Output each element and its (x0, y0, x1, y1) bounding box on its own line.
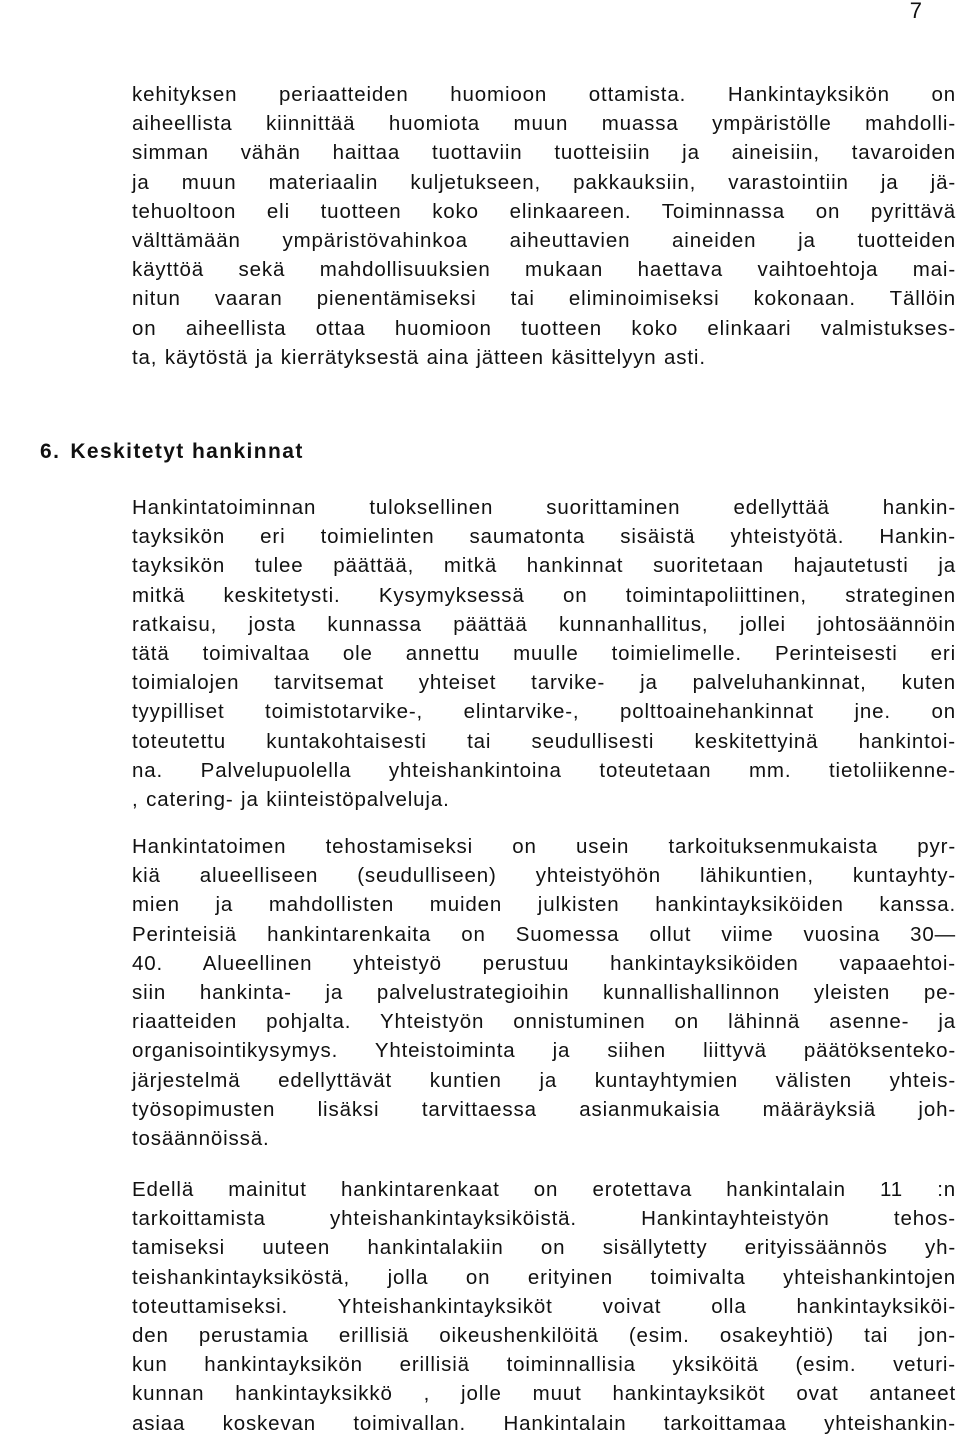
text-line: kun hankintayksikön erillisiä toiminnallisia yksiköitä (esim. veturi- (132, 1353, 956, 1377)
text-line: tosäännöissä. (132, 1127, 270, 1151)
text-line: tyypilliset toimistotarvike-, elintarvike-, polttoainehankinnat jne. on (132, 700, 956, 724)
section-title: Keskitetyt hankinnat (70, 440, 304, 463)
text-line: Perinteisiä hankintarenkaita on Suomessa ollut viime vuosina 30— (132, 922, 956, 946)
text-line: toteuttamiseksi. Yhteishankintayksiköt voivat olla hankintayksiköi- (132, 1294, 956, 1318)
paragraph-2 (132, 832, 956, 1153)
text-line: ratkaisu, josta kunnassa päättää kunnanhallitus, jollei johtosäännöin (132, 612, 956, 636)
text-line: kehityksen periaatteiden huomioon ottamista. Hankintayksikön on (132, 83, 956, 106)
text-line: simman vähän haittaa tuottaviin tuotteisiin ja aineisiin, tavaroiden (132, 141, 956, 165)
text-line: Edellä mainitut hankintarenkaat on erotettava hankintalain 11 :n (132, 1178, 956, 1201)
page-number: 7 (909, 0, 922, 23)
text-line: siin hankinta- ja palvelustrategioihin kunnallishallinnon yleisten pe- (132, 981, 956, 1005)
text-line: , catering- ja kiinteistöpalveluja. (132, 788, 450, 812)
text-line: välttämään ympäristövahinkoa aiheuttavien aineiden ja tuotteiden (132, 229, 956, 253)
text-line: on aiheellista ottaa huomioon tuotteen koko elinkaari valmistukses- (132, 316, 956, 340)
text-line: aiheellista kiinnittää huomiota muun muassa ympäristölle mahdolli- (132, 112, 956, 136)
text-line: teishankintayksiköstä, jolla on erityinen toimivalta yhteishankintojen (132, 1265, 956, 1289)
text-line: tätä toimivaltaa ole annettu muulle toimielimelle. Perinteisesti eri (132, 642, 956, 666)
text-line: järjestelmä edellyttävät kuntien ja kuntayhtymien välisten yhteis- (132, 1068, 956, 1092)
intro-paragraph (132, 80, 956, 372)
text-line: toteutettu kuntakohtaisesti tai seudullisesti keskitettyinä hankintoi- (132, 729, 956, 753)
text-line: tehuoltoon eli tuotteen koko elinkaareen. Toiminnassa on pyrittävä (132, 199, 956, 223)
text-line: asiaa koskevan toimivallan. Hankintalain tarkoittamaa yhteishankin- (132, 1411, 956, 1435)
text-line: den perustamia erillisiä oikeushenkilöitä (esim. osakeyhtiö) tai jon- (132, 1324, 956, 1348)
text-line: mien ja mahdollisten muiden julkisten hankintayksiköiden kanssa. (132, 893, 956, 917)
text-line: riaatteiden pohjalta. Yhteistyön onnistuminen on lähinnä asenne- ja (132, 1010, 956, 1034)
text-line: Hankintatoiminnan tuloksellinen suorittaminen edellyttää hankin- (132, 496, 956, 519)
text-line: kunnan hankintayksikkö , jolle muut hankintayksiköt ovat antaneet (132, 1382, 956, 1406)
text-line: tayksikön tulee päättää, mitkä hankinnat suoritetaan hajautetusti ja (132, 554, 956, 578)
text-line: kiä alueelliseen (seudulliseen) yhteistyöhön lähikuntien, kuntayhty- (132, 864, 956, 888)
section-heading (40, 437, 304, 467)
text-line: Hankintatoimen tehostamiseksi on usein tarkoituksenmukaista pyr- (132, 835, 956, 858)
text-line: organisointikysymys. Yhteistoiminta ja siihen liittyvä päätöksenteko- (132, 1039, 956, 1063)
text-line: työsopimusten lisäksi tarvittaessa asianmukaisia määräyksiä joh- (132, 1097, 956, 1121)
text-line: ja muun materiaalin kuljetukseen, pakkauksiin, varastointiin ja jä- (132, 170, 956, 194)
text-line: toimialojen tarvitsemat yhteiset tarvike- ja palveluhankinnat, kuten (132, 671, 956, 695)
section-number: 6. (40, 440, 61, 463)
text-line: nitun vaaran pienentämiseksi tai eliminoimiseksi kokonaan. Tällöin (132, 287, 956, 311)
text-line: tayksikön eri toimielinten saumatonta sisäistä yhteistyötä. Hankin- (132, 525, 956, 549)
text-line: ta, käytöstä ja kierrätyksestä aina jätteen käsittelyyn asti. (132, 345, 706, 369)
paragraph-1 (132, 493, 956, 814)
text-line: na. Palvelupuolella yhteishankintoina toteutetaan mm. tietoliikenne- (132, 758, 956, 782)
text-line: tamiseksi uuteen hankintalakiin on sisällytetty erityissäännös yh- (132, 1236, 956, 1260)
paragraph-3 (132, 1175, 956, 1438)
text-line: käyttöä sekä mahdollisuuksien mukaan haettava vaihtoehtoja mai- (132, 258, 956, 282)
text-line: tarkoittamista yhteishankintayksiköistä. Hankintayhteistyön tehos- (132, 1207, 956, 1231)
text-line: mitkä keskitetysti. Kysymyksessä on toimintapoliittinen, strateginen (132, 583, 956, 607)
text-line: 40. Alueellinen yhteistyö perustuu hankintayksiköiden vapaaehtoi- (132, 951, 956, 975)
